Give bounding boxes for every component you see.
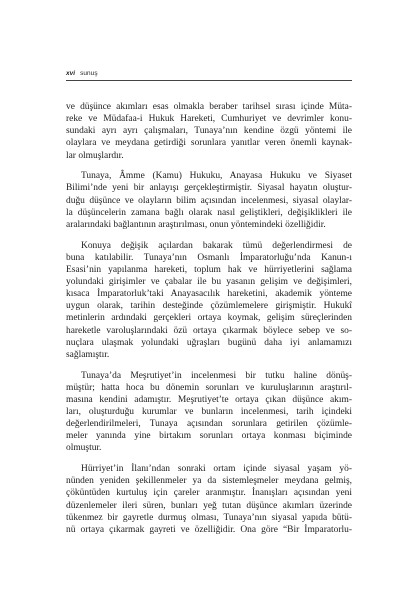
text-line: nuçlara ulaşmak yolundaki uğraşları bugünü daha iyi anlamamızı	[66, 337, 352, 348]
text-line: ve düşünce akımları esas olmakla beraber tarihsel sırası içinde Müta-	[66, 102, 352, 112]
text-line: meler yanında yine birtakım sorunları ortaya konması biçiminde	[66, 431, 352, 442]
text-line: olaylara ve meydana getirdiği sorunlara yanıtlar veren önemli kaynak-	[66, 138, 352, 149]
text-line: sağlamıştır.	[66, 349, 110, 360]
text-line: düzenlemeler ileri süren, bunları yeğ tutan düşünce akımları üzerinde	[66, 500, 352, 511]
text-line: sundaki ayrı ayrı çalışmaları, Tunaya’nın kendine özgü yöntemi ile	[66, 126, 352, 137]
text-line: kısaca İmparatorluk’taki Anayasacılık hareketini, akademik yönteme	[66, 289, 352, 300]
text-line: nünden yeniden şekillenmeler ya da sistemleşmeler meydana gelmiş,	[66, 476, 352, 487]
header-rule	[66, 80, 352, 81]
text-line: reke ve Müdafaa-i Hukuk Hareketi, Cumhuriyet ve devrimler konu-	[66, 114, 352, 125]
body-text	[66, 101, 352, 536]
paragraph	[66, 240, 352, 361]
text-line: uygun olarak, tarihin desteğinde çözümlemelere girişmiştir. Hukukî	[66, 301, 352, 312]
text-line: çöküntüden kurtuluş için çareler aranmıştır. İnanışları açısından yeni	[66, 488, 352, 499]
text-line: Bilimi’nde yeni bir anlayışı gerçekleştirmiştir. Siyasal hayatın oluştur-	[66, 183, 352, 194]
text-line: Hürriyet’in İlanı’ndan sonraki ortam içinde siyasal yaşam yö-	[81, 464, 352, 475]
text-line: Tunaya’da Meşrutiyet’in incelenmesi bir tutku haline dönüş-	[81, 370, 352, 381]
text-line: aralarındaki bağlantının araştırılması, onun yöntemindeki özelliğidir.	[66, 219, 326, 230]
text-line: masına kendini adamıştır. Meşrutiyet’te ortaya çıkan düşünce akım-	[66, 394, 352, 405]
running-head	[66, 70, 98, 77]
text-line: tükenmez bir gayretle durmuş olması, Tunaya’nın siyasal yapıda bütü-	[66, 512, 352, 523]
paragraph	[66, 370, 352, 455]
page-number: xvi	[66, 70, 76, 77]
text-line: Tunaya, Âmme (Kamu) Hukuku, Anayasa Hukuku ve Siyaset	[81, 171, 352, 182]
text-line: la düşüncelerin zamana bağlı olarak nasıl geliştikleri, değişiklikleri ile	[66, 207, 352, 218]
paragraph	[66, 101, 352, 162]
text-line: duğu düşünce ve olayların bilim açısından incelenmesi, siyasal olaylar-	[66, 195, 352, 206]
text-line: buna katılabilir. Tunaya’nın Osmanlı İmparatorluğu’nda Kanun-ı	[66, 252, 352, 263]
text-line: ları, oluşturduğu kurumlar ve bunların incelenmesi, tarih içindeki	[66, 407, 352, 418]
paragraph	[66, 170, 352, 231]
running-title: sunuş	[80, 70, 98, 77]
text-line: Konuya değişik açılardan bakarak tümü değerlendirmesi de	[81, 240, 352, 251]
text-line: olmuştur.	[66, 443, 102, 454]
text-line: hareketle varoluşlarındaki özü ortaya çıkarmak böylece sebep ve so-	[66, 325, 352, 336]
text-line: müştür; hatta hoca bu dönemin sorunları ve kuruluşlarının araştırıl-	[66, 382, 352, 393]
text-line: metinlerin ardındaki gerçekleri ortaya koymak, gelişim süreçlerinden	[66, 313, 352, 324]
text-line: değerlendirilmeleri, Tunaya açısından sorunlara getirilen çözümle-	[66, 419, 352, 430]
text-line: nü ortaya çıkarmak gayreti ve özelliğidir. Ona göre “Bir İmparatorlu-	[66, 524, 352, 535]
text-line: lar olmuşlardır.	[66, 150, 124, 161]
text-line: yolundaki girişimler ve çabalar ile bu yasanın gelişim ve değişimleri,	[66, 277, 352, 288]
paragraph	[66, 463, 352, 536]
text-line: Esasi’nin yapılanma hareketi, toplum hak ve hürriyetlerini sağlama	[66, 264, 352, 275]
